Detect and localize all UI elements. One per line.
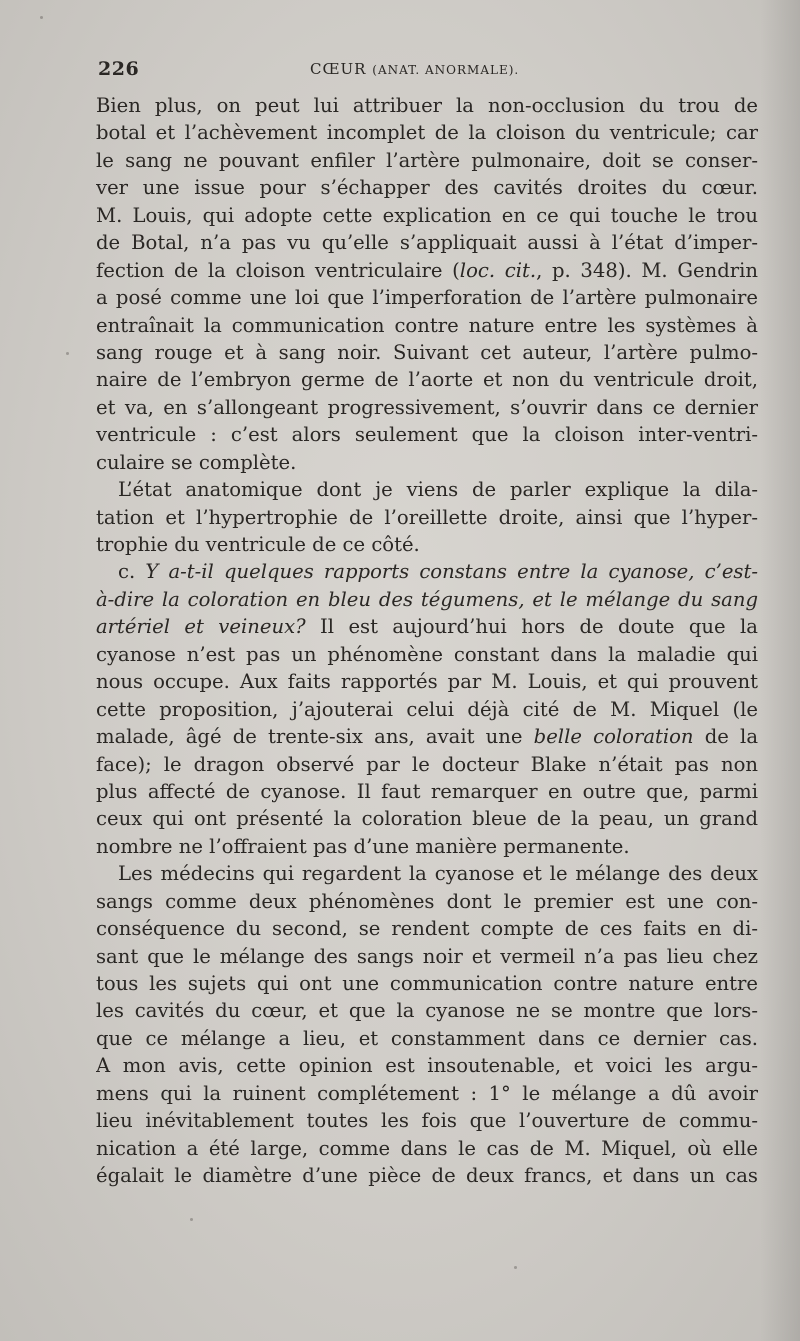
text-line: artériel et veineux? Il est aujourd’hui hors de doute que la — [96, 615, 758, 639]
text-line: cette proposition, j’ajouterai celui déjà cité de M. Miquel (le — [96, 697, 758, 721]
text-line: A mon avis, cette opinion est insoutenable, et voici les argu- — [96, 1054, 758, 1078]
text-line: sant que le mélange des sangs noir et vermeil n’a pas lieu chez — [96, 944, 758, 968]
text-line: trophie du ventricule de ce côté. — [96, 533, 420, 556]
text-line: que ce mélange a lieu, et constamment dans ce dernier cas. — [96, 1026, 758, 1050]
text-line: ventricule : c’est alors seulement que la cloison inter-ventri- — [96, 423, 758, 447]
text-line: sangs comme deux phénomènes dont le premier est une con- — [96, 889, 758, 913]
paper-speck — [40, 16, 43, 19]
text-line: L’état anatomique dont je viens de parler explique la dila- — [118, 478, 758, 502]
text-line: cyanose n’est pas un phénomène constant dans la maladie qui — [96, 642, 758, 666]
text-line: entraînait la communication contre nature entre les systèmes à — [96, 313, 758, 337]
text-line — [96, 586, 758, 613]
page-number: 226 — [98, 58, 140, 80]
text-line: fection de la cloison ventriculaire (loc. cit., p. 348). M. Gendrin — [96, 258, 758, 282]
text-line: c. Y a-t-il quelques rapports constans entre la cyanose, c’est- — [118, 560, 758, 584]
text-line: le sang ne pouvant enfiler l’artère pulmonaire, doit se conser- — [96, 148, 758, 172]
text-line: conséquence du second, se rendent compte de ces faits en di- — [96, 917, 758, 941]
text-line: mens qui la ruinent complétement : 1° le mélange a dû avoir — [96, 1081, 758, 1105]
page-edge-shadow — [760, 0, 800, 1341]
italic-run: Y a-t-il quelques rapports constans entre la cyanose, c’est- — [145, 560, 758, 584]
text-line: tation et l’hypertrophie de l’oreillette droite, ainsi que l’hyper- — [96, 505, 758, 529]
text-line: plus affecté de cyanose. Il faut remarquer en outre que, parmi — [96, 779, 758, 803]
text-line: botal et l’achèvement incomplet de la cloison du ventricule; car — [96, 121, 758, 145]
running-head-main: CŒUR — [310, 60, 367, 78]
text-line: les cavités du cœur, et que la cyanose ne se montre que lors- — [96, 999, 758, 1023]
text-line: ceux qui ont présenté la coloration bleue de la peau, un grand — [96, 807, 758, 831]
paper-speck — [514, 1266, 517, 1269]
text-line: naire de l’embryon germe de l’aorte et non du ventricule droit, — [96, 368, 758, 392]
body-text — [96, 92, 758, 1190]
text-line: culaire se complète. — [96, 450, 297, 474]
text-line: et va, en s’allongeant progressivement, s’ouvrir dans ce dernier — [96, 395, 758, 419]
page-header — [98, 58, 758, 88]
text-line: M. Louis, qui adopte cette explication en ce qui touche le trou — [96, 203, 758, 227]
text-line: égalait le diamètre d’une pièce de deux francs, et dans un cas — [96, 1164, 758, 1188]
text-line: nication a été large, comme dans le cas de M. Miquel, où elle — [96, 1136, 758, 1160]
text-line: sang rouge et à sang noir. Suivant cet auteur, l’artère pulmo- — [96, 340, 758, 364]
text-line: lieu inévitablement toutes les fois que l’ouverture de commu- — [96, 1109, 758, 1133]
paper-speck — [66, 352, 69, 355]
text-line: face); le dragon observé par le docteur Blake n’était pas non — [96, 752, 758, 776]
paper-speck — [190, 1218, 193, 1221]
running-head-sub: (ANAT. ANORMALE). — [372, 63, 520, 77]
text-line: Les médecins qui regardent la cyanose et le mélange des deux — [118, 862, 758, 886]
text-line: ver une issue pour s’échapper des cavités droites du cœur. — [96, 176, 758, 200]
italic-run: loc. cit. — [459, 258, 537, 282]
text-line: tous les sujets qui ont une communication contre nature entre — [96, 972, 758, 995]
running-head — [310, 60, 519, 78]
italic-run: belle coloration — [533, 725, 694, 749]
text-line: nous occupe. Aux faits rapportés par M. Louis, et qui prouvent — [96, 670, 758, 694]
text-line: nombre ne l’offraient pas d’une manière permanente. — [96, 834, 630, 858]
text-line: a posé comme une loi que l’imperforation de l’artère pulmonaire — [96, 286, 758, 310]
text-line: malade, âgé de trente-six ans, avait une belle coloration de la — [96, 725, 758, 749]
text-line: Bien plus, on peut lui attribuer la non-occlusion du trou de — [96, 94, 758, 117]
italic-run: artériel et veineux? — [96, 615, 306, 639]
italic-run: à-dire la coloration en bleu des tégumens, et le mélange du sang — [96, 587, 758, 611]
text-line: de Botal, n’a pas vu qu’elle s’appliquait aussi à l’état d’imper- — [96, 231, 758, 255]
